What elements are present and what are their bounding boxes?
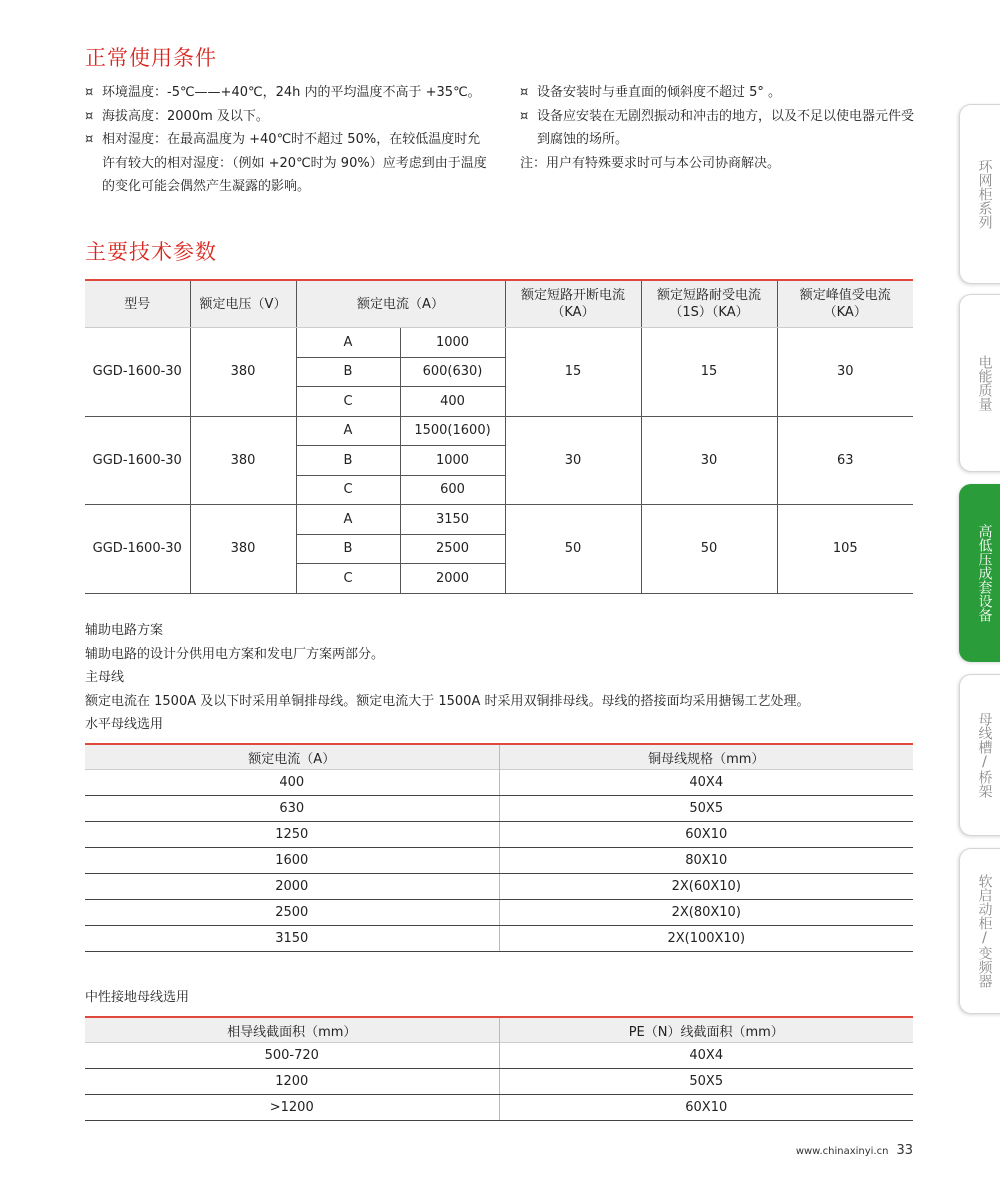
- cell-current: 2000: [400, 564, 505, 594]
- header-withstand-line1: 额定短路耐受电流: [656, 288, 761, 303]
- cell-grade: B: [296, 446, 400, 476]
- page-number: 33: [896, 1143, 913, 1158]
- cell-copper-spec: 80X10: [499, 848, 913, 874]
- horizontal-busbar-label: 水平母线选用: [85, 717, 164, 732]
- table-row: [85, 416, 913, 446]
- cell-grade: C: [296, 475, 400, 505]
- cell-break: 30: [505, 416, 641, 505]
- cell-peak: 105: [777, 505, 913, 594]
- conditions-left-column: [85, 81, 490, 199]
- cell-copper-spec: 50X5: [499, 796, 913, 822]
- header-rated-current: 额定电流（A）: [85, 744, 499, 770]
- cell-phase-area: 500-720: [85, 1043, 499, 1069]
- cell-current: 600(630): [400, 357, 505, 387]
- table-row: [85, 1069, 913, 1095]
- neutral-table: [85, 1016, 913, 1121]
- cell-break: 50: [505, 505, 641, 594]
- header-break-line1: 额定短路开断电流: [520, 288, 625, 303]
- condition-item: ¤ 海拔高度：2000m 及以下。: [85, 105, 490, 129]
- cell-withstand: 30: [641, 416, 777, 505]
- header-copper-spec: 铜母线规格（mm）: [499, 744, 913, 770]
- table-row: [85, 796, 913, 822]
- cell-copper-spec: 2X(80X10): [499, 900, 913, 926]
- header-withstand-current: [641, 280, 777, 328]
- conditions-title: 正常使用条件: [85, 46, 217, 70]
- cell-copper-spec: 60X10: [499, 822, 913, 848]
- header-phase-area: 相导线截面积（mm）: [85, 1017, 499, 1043]
- cell-phase-area: >1200: [85, 1095, 499, 1121]
- aux-heading: 辅助电路方案: [85, 623, 164, 638]
- aux-paragraph: 辅助电路的设计分供用电方案和发电厂方案两部分。: [85, 646, 385, 662]
- table-row: [85, 900, 913, 926]
- side-tab-label: 电能质量: [976, 355, 993, 411]
- footer-url[interactable]: www.chinaxinyi.cn: [795, 1146, 889, 1157]
- table-row: [85, 1043, 913, 1069]
- header-break-current: [505, 280, 641, 328]
- cell-rated-current: 1600: [85, 848, 499, 874]
- cell-pe-area: 40X4: [499, 1043, 913, 1069]
- header-current: 额定电流（A）: [296, 280, 505, 328]
- page-footer: [796, 1143, 913, 1158]
- side-tab-busway[interactable]: [959, 674, 1000, 836]
- header-model: 型号: [85, 280, 190, 328]
- side-tab-ring-main[interactable]: [959, 104, 1000, 284]
- specs-title: 主要技术参数: [85, 240, 217, 264]
- header-voltage: 额定电压（V）: [190, 280, 296, 328]
- side-tab-power-quality[interactable]: [959, 294, 1000, 472]
- cell-grade: C: [296, 564, 400, 594]
- condition-item: ¤ 设备安装时与垂直面的倾斜度不超过 5° 。: [520, 81, 920, 105]
- cell-withstand: 50: [641, 505, 777, 594]
- cell-grade: B: [296, 357, 400, 387]
- neutral-header-row: [85, 1017, 913, 1043]
- header-break-line2: （KA）: [551, 305, 595, 320]
- table-row: [85, 822, 913, 848]
- spec-table: [85, 279, 913, 594]
- side-tab-label: 环网柜系列: [976, 159, 993, 229]
- cell-model: GGD-1600-30: [85, 328, 190, 417]
- cell-model: GGD-1600-30: [85, 505, 190, 594]
- header-peak-line1: 额定峰值受电流: [799, 288, 891, 303]
- side-tab-label: 软启动柜/变频器: [976, 874, 993, 988]
- condition-item: ¤ 设备应安装在无剧烈振动和冲击的地方，以及不足以使电器元件受到腐蚀的场所。: [520, 105, 920, 152]
- cell-break: 15: [505, 328, 641, 417]
- cell-copper-spec: 2X(100X10): [499, 926, 913, 952]
- condition-item: ¤ 环境温度：-5℃——+40℃，24h 内的平均温度不高于 +35℃。: [85, 81, 490, 105]
- cell-voltage: 380: [190, 505, 296, 594]
- cell-grade: A: [296, 416, 400, 446]
- cell-copper-spec: 40X4: [499, 770, 913, 796]
- table-row: [85, 874, 913, 900]
- cell-current: 3150: [400, 505, 505, 535]
- header-pe-area: PE（N）线截面积（mm）: [499, 1017, 913, 1043]
- table-row: [85, 926, 913, 952]
- cell-current: 2500: [400, 534, 505, 564]
- condition-note: 注：用户有特殊要求时可与本公司协商解决。: [520, 155, 781, 171]
- side-tab-soft-starter[interactable]: [959, 848, 1000, 1014]
- cell-current: 1000: [400, 328, 505, 358]
- cell-copper-spec: 2X(60X10): [499, 874, 913, 900]
- cell-peak: 63: [777, 416, 913, 505]
- neutral-busbar-label: 中性接地母线选用: [85, 990, 190, 1005]
- table-row: [85, 328, 913, 358]
- cell-pe-area: 50X5: [499, 1069, 913, 1095]
- table-row: [85, 505, 913, 535]
- cell-rated-current: 400: [85, 770, 499, 796]
- table-row: [85, 848, 913, 874]
- cell-rated-current: 630: [85, 796, 499, 822]
- cell-current: 400: [400, 387, 505, 417]
- cell-voltage: 380: [190, 328, 296, 417]
- cell-current: 600: [400, 475, 505, 505]
- aux-text-block: [85, 619, 925, 737]
- cell-current: 1000: [400, 446, 505, 476]
- busbar-table: [85, 743, 913, 952]
- cell-grade: C: [296, 387, 400, 417]
- table-row: [85, 770, 913, 796]
- cell-model: GGD-1600-30: [85, 416, 190, 505]
- cell-rated-current: 2500: [85, 900, 499, 926]
- side-tab-label: 高低压成套设备: [976, 524, 993, 622]
- busbar-header-row: [85, 744, 913, 770]
- cell-peak: 30: [777, 328, 913, 417]
- spec-table-header-row: [85, 280, 913, 328]
- cell-pe-area: 60X10: [499, 1095, 913, 1121]
- side-tab-label: 母线槽/桥架: [976, 712, 993, 798]
- cell-voltage: 380: [190, 416, 296, 505]
- cell-rated-current: 1250: [85, 822, 499, 848]
- cell-grade: A: [296, 505, 400, 535]
- cell-rated-current: 2000: [85, 874, 499, 900]
- header-peak-current: [777, 280, 913, 328]
- header-withstand-line2: （1S）（KA）: [669, 305, 749, 320]
- cell-grade: A: [296, 328, 400, 358]
- busbar-heading: 主母线: [85, 670, 125, 685]
- cell-withstand: 15: [641, 328, 777, 417]
- cell-rated-current: 3150: [85, 926, 499, 952]
- header-peak-line2: （KA）: [823, 305, 867, 320]
- conditions-right-column: [520, 81, 920, 175]
- cell-grade: B: [296, 534, 400, 564]
- side-tab-switchgear[interactable]: [959, 484, 1000, 662]
- busbar-paragraph: 额定电流在 1500A 及以下时采用单铜排母线。额定电流大于 1500A 时采用双铜排母线。母线的搭接面均采用搪锡工艺处理。: [85, 693, 810, 709]
- table-row: [85, 1095, 913, 1121]
- cell-phase-area: 1200: [85, 1069, 499, 1095]
- condition-item: ¤ 相对湿度：在最高温度为 +40℃时不超过 50%，在较低温度时允许有较大的相对湿度：（例如 +20℃时为 90%）应考虑到由于温度的变化可能会偶然产生凝露的影响。: [85, 128, 490, 199]
- cell-current: 1500(1600): [400, 416, 505, 446]
